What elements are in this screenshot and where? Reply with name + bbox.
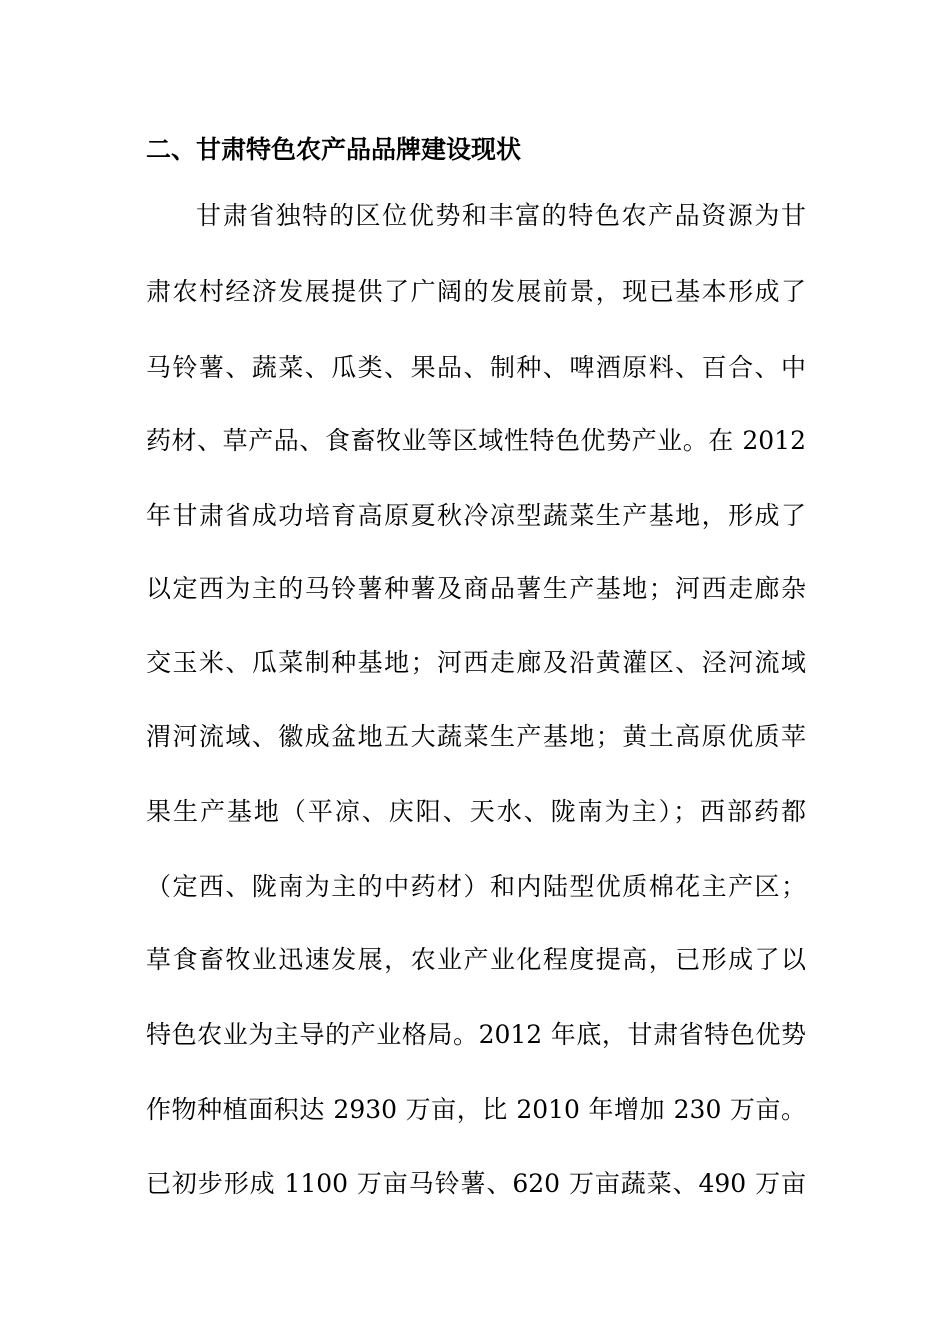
paragraph-line: （定西、陇南为主的中药材）和内陆型优质棉花主产区；: [146, 872, 806, 901]
paragraph-line: 渭河流域、徽成盆地五大蔬菜生产基地；黄土高原优质苹: [146, 722, 806, 751]
paragraph-line: 药材、草产品、食畜牧业等区域性特色优势产业。在 2012: [146, 426, 806, 455]
paragraph-line: 年甘肃省成功培育高原夏秋冷凉型蔬菜生产基地，形成了: [146, 501, 806, 530]
paragraph-line: 果生产基地（平凉、庆阳、天水、陇南为主）；西部药都: [146, 797, 806, 826]
paragraph-line: 交玉米、瓜菜制种基地；河西走廊及沿黄灌区、泾河流域: [146, 648, 806, 677]
paragraph-line: 马铃薯、蔬菜、瓜类、果品、制种、啤酒原料、百合、中: [146, 353, 806, 382]
paragraph-line: 肃农村经济发展提供了广阔的发展前景，现已基本形成了: [146, 277, 806, 306]
paragraph-line: 特色农业为主导的产业格局。2012 年底，甘肃省特色优势: [146, 1020, 806, 1049]
paragraph-line: 甘肃省独特的区位优势和丰富的特色农产品资源为甘: [196, 201, 806, 230]
paragraph-line: 以定西为主的马铃薯种薯及商品薯生产基地；河西走廊杂: [146, 574, 806, 603]
paragraph-line: 作物种植面积达 2930 万亩，比 2010 年增加 230 万亩。: [146, 1095, 806, 1124]
paragraph-line: 草食畜牧业迅速发展，农业产业化程度提高，已形成了以: [146, 945, 806, 974]
paragraph-line: 已初步形成 1100 万亩马铃薯、620 万亩蔬菜、490 万亩: [146, 1169, 806, 1198]
section-heading: 二、甘肃特色农产品品牌建设现状: [146, 135, 522, 164]
